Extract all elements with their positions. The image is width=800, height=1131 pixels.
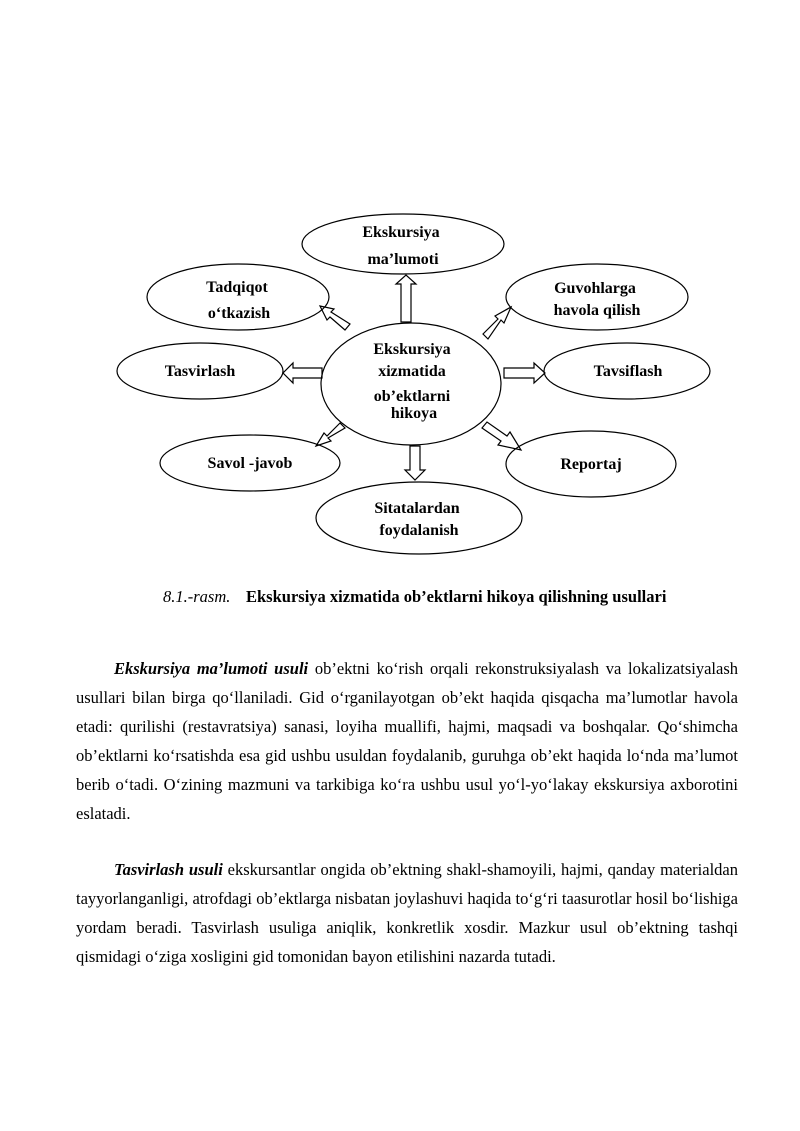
caption-label: 8.1.-rasm. [163, 587, 231, 606]
paragraph-1-lead: Ekskursiya ma’lumoti usuli [114, 659, 309, 678]
node-bottom-line-1: Sitatalardan [374, 500, 460, 517]
arrow-down [405, 446, 425, 480]
node-top-left-label [206, 279, 272, 322]
node-bottom [316, 482, 522, 554]
paragraph-2 [76, 855, 738, 971]
paragraph-1-text: ob’ektni ko‘rish orqali rekonstruksiyalash va lokalizatsiyalash usullari bilan birga qo‘llaniladi. Gid o‘rganilayotgan ob’ekt haqida qisqacha ma’lumotlar havola etadi: qurilishi (restavratsiya) sanasi, loyiha muallifi, hajmi, maqsadi va boshqalar. Qo‘shimcha ob’ektlarni ko‘rsatishda esa gid ushbu usuldan foydalanib, guruhga ob’ekt haqida lo‘nda ma’lumot berib o‘tadi. O‘zining mazmuni va tarkibiga ko‘ra ushbu usul yo‘l-yo‘lakay ekskursiya axborotini eslatadi. [76, 659, 738, 823]
node-bottom-line-2: foydalanish [379, 522, 459, 539]
node-top-line-1: Ekskursiya [362, 224, 440, 241]
center-line-2: xizmatida [378, 363, 446, 380]
node-right-label [594, 363, 663, 380]
arrow-left [283, 363, 322, 383]
node-bottom-right-line-1: Reportaj [560, 456, 622, 473]
arrow-up [396, 275, 416, 322]
caption-title: Ekskursiya xizmatida ob’ektlarni hikoya qilishning usullari [246, 587, 667, 606]
node-bottom-right-label [560, 456, 621, 473]
node-top-left-line-2: o‘tkazish [207, 305, 271, 322]
arrow-down-right [482, 422, 521, 450]
node-right-line-1: Tavsiflash [593, 363, 663, 380]
arrow-up-right [483, 307, 511, 339]
arrow-up-left [320, 306, 350, 330]
paragraph-2-text: ekskursantlar ongida ob’ektning shakl-shamoyili, hajmi, qanday materialdan tayyorlanganligi, atrofdagi ob’ektlarga nisbatan joylashuvi haqida to‘g‘ri taasurotlar hosil bo‘lishiga yordam beradi. Tasvirlash usuliga aniqlik, konkretlik xosdir. Mazkur usul ob’ektning tashqi qismidagi o‘ziga xosligini gid tomonidan bayon etilishini nazarda tutadi. [76, 860, 738, 966]
node-top-right-label [554, 280, 641, 319]
node-top-left-line-1: Tadqiqot [206, 279, 268, 296]
node-left-line-1: Tasvirlash [164, 363, 236, 380]
paragraph-2-lead: Tasvirlash usuli [114, 860, 223, 879]
center-label [373, 341, 454, 422]
node-bottom-left-label [208, 455, 293, 472]
node-top-right-line-1: Guvohlarga [554, 280, 636, 297]
arrow-right [504, 363, 545, 383]
center-line-4: hikoya [390, 405, 438, 422]
paragraph-1 [76, 654, 738, 828]
node-left-label [165, 363, 236, 380]
node-top-right [506, 264, 688, 330]
node-bottom-left-line-1: Savol -javob [207, 455, 293, 472]
node-top-right-line-2: havola qilish [553, 302, 641, 319]
center-line-1: Ekskursiya [373, 341, 451, 358]
node-top-line-2: ma’lumoti [367, 251, 439, 268]
node-bottom-label [374, 500, 463, 539]
arrow-down-left [316, 423, 345, 446]
node-top-label [362, 224, 443, 268]
center-line-3: ob’ektlarni [373, 388, 451, 405]
